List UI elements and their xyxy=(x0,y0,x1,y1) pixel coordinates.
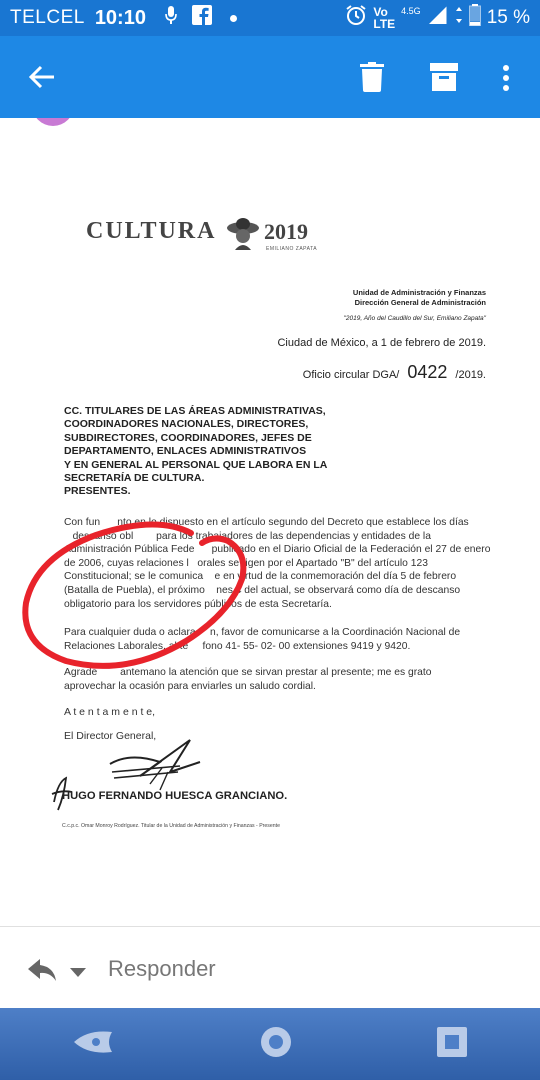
paragraph-3-line: aprovechar la ocasión para enviarles un saludo cordial. xyxy=(64,680,316,692)
motto-line: "2019, Año del Caudillo del Sur, Emiliano Zapata" xyxy=(343,315,486,322)
carrier-name: TELCEL xyxy=(10,7,85,28)
archive-icon[interactable] xyxy=(430,63,458,96)
zapata-emblem-icon xyxy=(225,216,261,257)
paragraph-1-line: obligatorio para los servidores públicos de esta Secretaría. xyxy=(64,598,332,610)
signal-icon xyxy=(427,5,449,31)
logo-text: CULTURA xyxy=(86,218,217,244)
alarm-icon xyxy=(345,4,367,32)
battery-icon xyxy=(469,4,481,32)
volte-indicator: Vo LTE xyxy=(373,5,396,31)
logo-year: 2019 xyxy=(264,219,308,244)
closing-line: A t e n t a m e n t e, xyxy=(64,706,156,718)
sender-avatar xyxy=(32,118,74,126)
paragraph-1-line: Administración Pública Fede publicado en el Diario Oficial de la Federación el 27 de enero xyxy=(64,544,491,556)
chevron-down-icon[interactable] xyxy=(70,965,86,983)
more-vert-icon[interactable] xyxy=(502,64,510,97)
signer-name: HUGO FERNANDO HUESCA GRANCIANO. xyxy=(62,790,288,802)
paragraph-3-line: Agrade antemano la atención que se sirvan prestar al presente; me es grato xyxy=(64,667,432,678)
clock: 10:10 xyxy=(94,6,146,29)
oficio-number: 0422 xyxy=(407,362,448,382)
reply-arrow-icon[interactable] xyxy=(28,959,56,986)
cultura-logo xyxy=(86,218,326,258)
email-attachment-image[interactable] xyxy=(0,118,540,924)
signature-image xyxy=(50,732,220,817)
recipients-block xyxy=(64,405,327,499)
recipient-line: Y EN GENERAL AL PERSONAL QUE LABORA EN LA xyxy=(64,458,328,471)
facebook-icon xyxy=(192,5,212,31)
paragraph-1-line: descanso obl para los trabajadores de las dependencias y entidades de la xyxy=(64,530,431,542)
back-arrow-icon[interactable] xyxy=(28,64,56,95)
reply-bar xyxy=(0,926,540,1011)
status-bar xyxy=(0,0,540,36)
data-arrows-icon xyxy=(455,6,463,30)
recipient-line: PRESENTES. xyxy=(64,485,131,498)
system-navigation-bar xyxy=(0,1008,540,1080)
oficio-line xyxy=(303,362,486,383)
paragraph-1-line: Constitucional; se le comunica e en virtud de la conmemoración del día 5 de febrero xyxy=(64,571,457,583)
recipient-line: CC. TITULARES DE LAS ÁREAS ADMINISTRATIVAS, xyxy=(64,405,326,417)
recipient-line: DEPARTAMENTO, ENLACES ADMINISTRATIVOS xyxy=(64,445,307,458)
trash-icon[interactable] xyxy=(360,62,384,97)
network-generation: 4.5G xyxy=(401,6,421,16)
unit-line-2: Dirección General de Administración xyxy=(354,298,486,307)
paragraph-1-line: (Batalla de Puebla), el próximo nes 4 del actual, se observará como día de descanso xyxy=(64,584,461,596)
recipient-line: SUBDIRECTORES, COORDINADORES, JEFES DE xyxy=(64,431,312,444)
paragraph-2-line: Relaciones Laborales, al te fono 41- 55- 02- 00 extensiones 9419 y 9420. xyxy=(64,640,411,652)
notification-dot-icon xyxy=(230,15,237,22)
microphone-icon xyxy=(164,5,178,31)
red-circle-annotation xyxy=(16,513,256,678)
paragraph-2-line: Para cualquier duda o aclara n, favor de comunicarse a la Coordinación Nacional de xyxy=(64,627,461,638)
logo-subtitle: EMILIANO ZAPATA xyxy=(266,246,318,252)
date-line: Ciudad de México, a 1 de febrero de 2019. xyxy=(277,337,486,349)
back-nav-icon[interactable] xyxy=(72,1029,116,1060)
paragraph-1-line: Con fun nto en lo dispuesto en el artículo segundo del Decreto que establece los días xyxy=(64,517,469,528)
unit-line-1: Unidad de Administración y Finanzas xyxy=(352,288,486,297)
recipient-line: SECRETARÍA DE CULTURA. xyxy=(64,472,205,485)
recents-nav-icon[interactable] xyxy=(436,1026,468,1063)
oficio-label: Oficio circular DGA/ xyxy=(302,369,400,381)
oficio-year: /2019. xyxy=(455,369,486,381)
reply-label[interactable]: Responder xyxy=(108,956,216,981)
paragraph-1-line: de 2006, cuyas relaciones l orales se rigen por el Apartado "B" del artículo 123 xyxy=(64,557,428,569)
ccp-line: C.c.p.c. Omar Monroy Rodríguez. Titular de la Unidad de Administración y Finanzas - Presente xyxy=(62,823,280,829)
signer-title: El Director General, xyxy=(64,730,157,742)
home-nav-icon[interactable] xyxy=(259,1025,293,1064)
recipient-line: COORDINADORES NACIONALES, DIRECTORES, xyxy=(64,418,309,431)
battery-percent: 15 % xyxy=(486,7,530,28)
app-bar xyxy=(0,36,540,118)
